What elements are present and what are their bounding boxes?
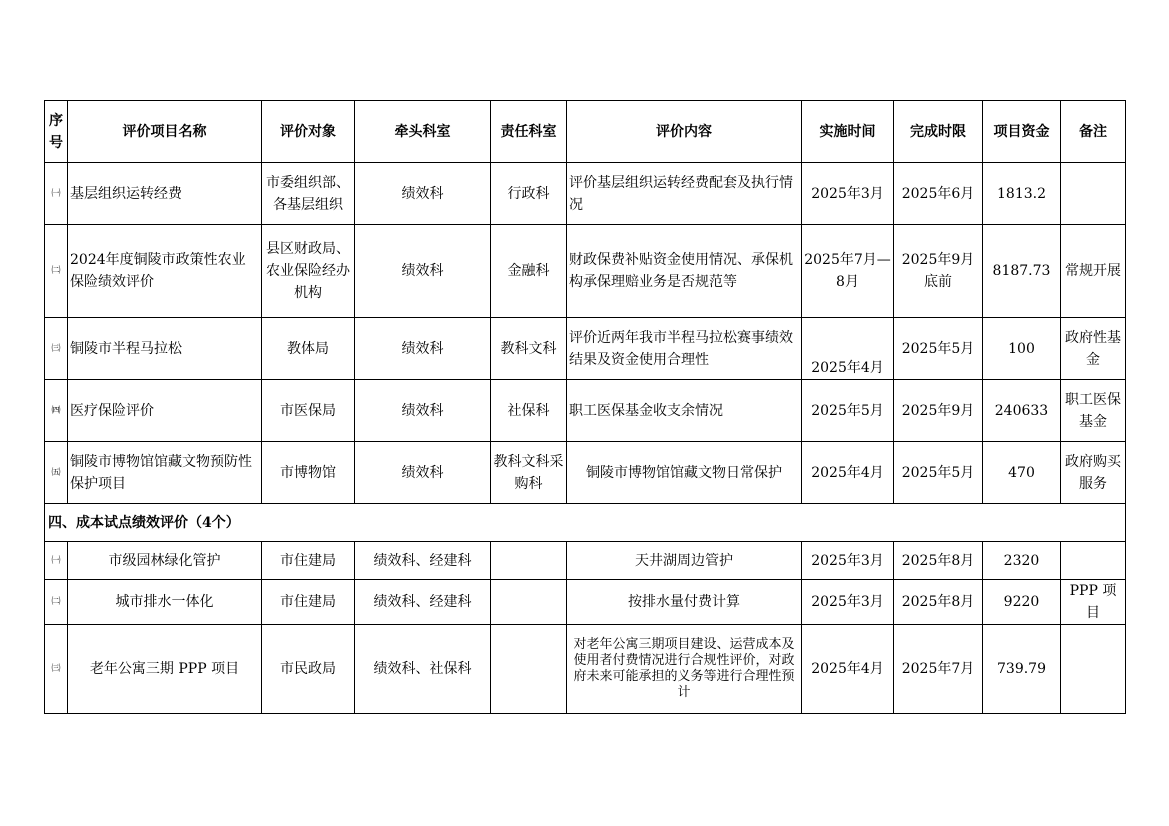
row-start: 2025年3月 [802, 580, 894, 625]
row-name: 基层组织运转经费 [68, 163, 262, 225]
header-name: 评价项目名称 [68, 101, 262, 163]
row-note: 政府购买服务 [1061, 442, 1126, 504]
row-name: 2024年度铜陵市政策性农业保险绩效评价 [68, 225, 262, 318]
row-fund: 8187.73 [983, 225, 1061, 318]
row-name: 城市排水一体化 [68, 580, 262, 625]
row-deadline: 2025年5月 [894, 318, 983, 380]
row-start: 2025年7月—8月 [802, 225, 894, 318]
row-lead: 绩效科、经建科 [355, 542, 491, 580]
row-content: 评价基层组织运转经费配套及执行情况 [567, 163, 802, 225]
row-fund: 470 [983, 442, 1061, 504]
row-content: 铜陵市博物馆馆藏文物日常保护 [567, 442, 802, 504]
table-row [45, 163, 1126, 225]
row-start: 2025年3月 [802, 163, 894, 225]
row-object: 教体局 [262, 318, 355, 380]
table-row [45, 380, 1126, 442]
row-start: 2025年3月 [802, 542, 894, 580]
row-fund: 1813.2 [983, 163, 1061, 225]
header-row [45, 101, 1126, 163]
row-note: 常规开展 [1061, 225, 1126, 318]
row-note: 政府性基金 [1061, 318, 1126, 380]
row-start: 2025年4月 [802, 442, 894, 504]
row-resp [491, 580, 567, 625]
row-name: 市级园林绿化管护 [68, 542, 262, 580]
row-note: PPP 项目 [1061, 580, 1126, 625]
row-name: 铜陵市半程马拉松 [68, 318, 262, 380]
header-seq: 序号 [45, 101, 68, 163]
row-deadline: 2025年9月底前 [894, 225, 983, 318]
row-seq: ㈤ [45, 442, 68, 504]
row-object: 市委组织部、各基层组织 [262, 163, 355, 225]
header-deadline: 完成时限 [894, 101, 983, 163]
row-start: 2025年4月 [802, 625, 894, 714]
header-fund: 项目资金 [983, 101, 1061, 163]
row-object: 市民政局 [262, 625, 355, 714]
row-object: 县区财政局、农业保险经办机构 [262, 225, 355, 318]
row-note [1061, 163, 1126, 225]
row-start: 2025年5月 [802, 380, 894, 442]
row-seq: ㈢ [45, 318, 68, 380]
row-content: 财政保费补贴资金使用情况、承保机构承保理赔业务是否规范等 [567, 225, 802, 318]
header-note: 备注 [1061, 101, 1126, 163]
table-row [45, 442, 1126, 504]
row-seq: ㈠ [45, 163, 68, 225]
table-row [45, 625, 1126, 714]
row-fund: 739.79 [983, 625, 1061, 714]
evaluation-table [44, 100, 1126, 714]
row-note [1061, 625, 1126, 714]
row-resp: 金融科 [491, 225, 567, 318]
row-content: 职工医保基金收支余情况 [567, 380, 802, 442]
row-resp: 社保科 [491, 380, 567, 442]
header-lead: 牵头科室 [355, 101, 491, 163]
row-object: 市住建局 [262, 542, 355, 580]
row-resp: 教科文科采购科 [491, 442, 567, 504]
row-fund: 100 [983, 318, 1061, 380]
row-note: 职工医保基金 [1061, 380, 1126, 442]
row-name: 铜陵市博物馆馆藏文物预防性保护项目 [68, 442, 262, 504]
row-lead: 绩效科、经建科 [355, 580, 491, 625]
table-row [45, 580, 1126, 625]
table-row [45, 542, 1126, 580]
row-lead: 绩效科 [355, 442, 491, 504]
row-fund: 240633 [983, 380, 1061, 442]
row-resp [491, 542, 567, 580]
row-name: 医疗保险评价 [68, 380, 262, 442]
row-content: 对老年公寓三期项目建设、运营成本及使用者付费情况进行合规性评价，对政府未来可能承担的义务等进行合理性预计 [567, 625, 802, 714]
row-deadline: 2025年7月 [894, 625, 983, 714]
row-fund: 9220 [983, 580, 1061, 625]
table-row [45, 225, 1126, 318]
section-title: 四、成本试点绩效评价（4个） [45, 504, 1126, 542]
row-lead: 绩效科、社保科 [355, 625, 491, 714]
row-deadline: 2025年9月 [894, 380, 983, 442]
row-content: 评价近两年我市半程马拉松赛事绩效结果及资金使用合理性 [567, 318, 802, 380]
row-start: 2025年4月 [802, 318, 894, 380]
row-seq: ㈢ [45, 625, 68, 714]
row-content: 按排水量付费计算 [567, 580, 802, 625]
header-resp: 责任科室 [491, 101, 567, 163]
row-object: 市医保局 [262, 380, 355, 442]
row-lead: 绩效科 [355, 225, 491, 318]
table-row [45, 318, 1126, 380]
row-resp: 行政科 [491, 163, 567, 225]
row-deadline: 2025年8月 [894, 580, 983, 625]
row-deadline: 2025年6月 [894, 163, 983, 225]
row-lead: 绩效科 [355, 380, 491, 442]
row-seq: ㈡ [45, 580, 68, 625]
row-seq: ㈡ [45, 225, 68, 318]
row-fund: 2320 [983, 542, 1061, 580]
section-row [45, 504, 1126, 542]
header-start: 实施时间 [802, 101, 894, 163]
row-object: 市住建局 [262, 580, 355, 625]
row-seq: ㈣ [45, 380, 68, 442]
row-lead: 绩效科 [355, 163, 491, 225]
row-resp [491, 625, 567, 714]
row-deadline: 2025年8月 [894, 542, 983, 580]
row-resp: 教科文科 [491, 318, 567, 380]
header-content: 评价内容 [567, 101, 802, 163]
row-content: 天井湖周边管护 [567, 542, 802, 580]
row-deadline: 2025年5月 [894, 442, 983, 504]
row-name: 老年公寓三期 PPP 项目 [68, 625, 262, 714]
row-object: 市博物馆 [262, 442, 355, 504]
row-note [1061, 542, 1126, 580]
header-object: 评价对象 [262, 101, 355, 163]
row-lead: 绩效科 [355, 318, 491, 380]
row-seq: ㈠ [45, 542, 68, 580]
